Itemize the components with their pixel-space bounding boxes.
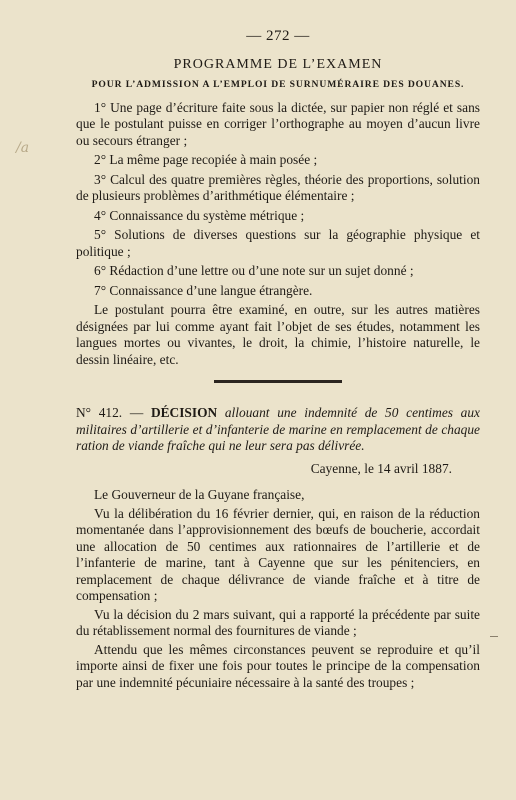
decision-paragraph: Vu la délibération du 16 février dernier, qui, en raison de la réduction momentanée dans l’approvisionnement des bœufs de boucherie, accordait une allocation de 50 centimes aux rationnaires de l’artillerie et de l’infanterie de marine, tant à Cayenne que sur les pénitenciers, en remplacement de chaque délivrance de viande fraîche et à titre de compensation ; xyxy=(76,505,480,603)
exam-item: 7° Connaissance d’une langue étrangère. xyxy=(94,282,313,298)
exam-program-subtitle: POUR L’ADMISSION A L’EMPLOI DE SURNUMÉRAIRE DES DOUANES. xyxy=(91,79,465,90)
decision-date: Cayenne, le 14 avril 1887. xyxy=(310,460,452,476)
decision-number: N° 412. xyxy=(76,405,123,420)
exam-item: 6° Rédaction d’une lettre ou d’une note sur un sujet donné ; xyxy=(94,263,414,278)
decision-dash: — xyxy=(122,405,151,420)
exam-item: 2° La même page recopiée à main posée ; xyxy=(94,152,318,167)
exam-item: 5° Solutions de diverses questions sur la géographie physique et politique ; xyxy=(76,227,480,259)
exam-item: 4° Connaissance du système métrique ; xyxy=(94,207,305,223)
page-number: — 272 — xyxy=(246,28,310,44)
decision-paragraph: Vu la décision du 2 mars suivant, qui a rapporté la précédente par suite du rétablissement normal des fournitures de viande ; xyxy=(76,606,480,638)
exam-program-title: PROGRAMME DE L’EXAMEN xyxy=(173,56,383,72)
decision-heading xyxy=(76,405,480,455)
exam-closing-paragraph: Le postulant pourra être examiné, en outre, sur les autres matières désignées par lui comme ayant fait l’objet de ses études, notamment les langues mortes ou vivantes, le droit, la chimie, l’histoire naturelle, le dessin linéaire, etc. xyxy=(76,302,480,367)
decision-label: DÉCISION xyxy=(150,405,218,420)
exam-item: 3° Calcul des quatre premières règles, théorie des proportions, solution de plusieurs problèmes d’arithmétique élémentaire ; xyxy=(76,171,480,203)
exam-items-list xyxy=(76,100,480,369)
decision-summary: allouant une indemnité de 50 centimes aux militaires d’artillerie et d’infanterie de marine en remplacement de chaque ration de viande fraîche qui ne leur sera pas délivrée. xyxy=(76,405,480,453)
exam-item: 1° Une page d’écriture faite sous la dictée, sur papier non réglé et sans que le postulant puisse en corriger l’orthographe au moyen d’aucun livre ou secours étranger ; xyxy=(76,99,480,148)
governor-intro: Le Gouverneur de la Guyane française, xyxy=(94,487,305,502)
margin-annotation: /a xyxy=(16,140,30,156)
section-separator xyxy=(214,380,342,383)
decision-paragraph: Attendu que les mêmes circonstances peuvent se reproduire et qu’il importe ainsi de fixer une fois pour toutes le principe de la compensation par une indemnité pécuniaire nécessaire à la santé des troupes ; xyxy=(76,641,480,690)
margin-tick xyxy=(490,636,498,637)
page-content xyxy=(76,28,480,693)
